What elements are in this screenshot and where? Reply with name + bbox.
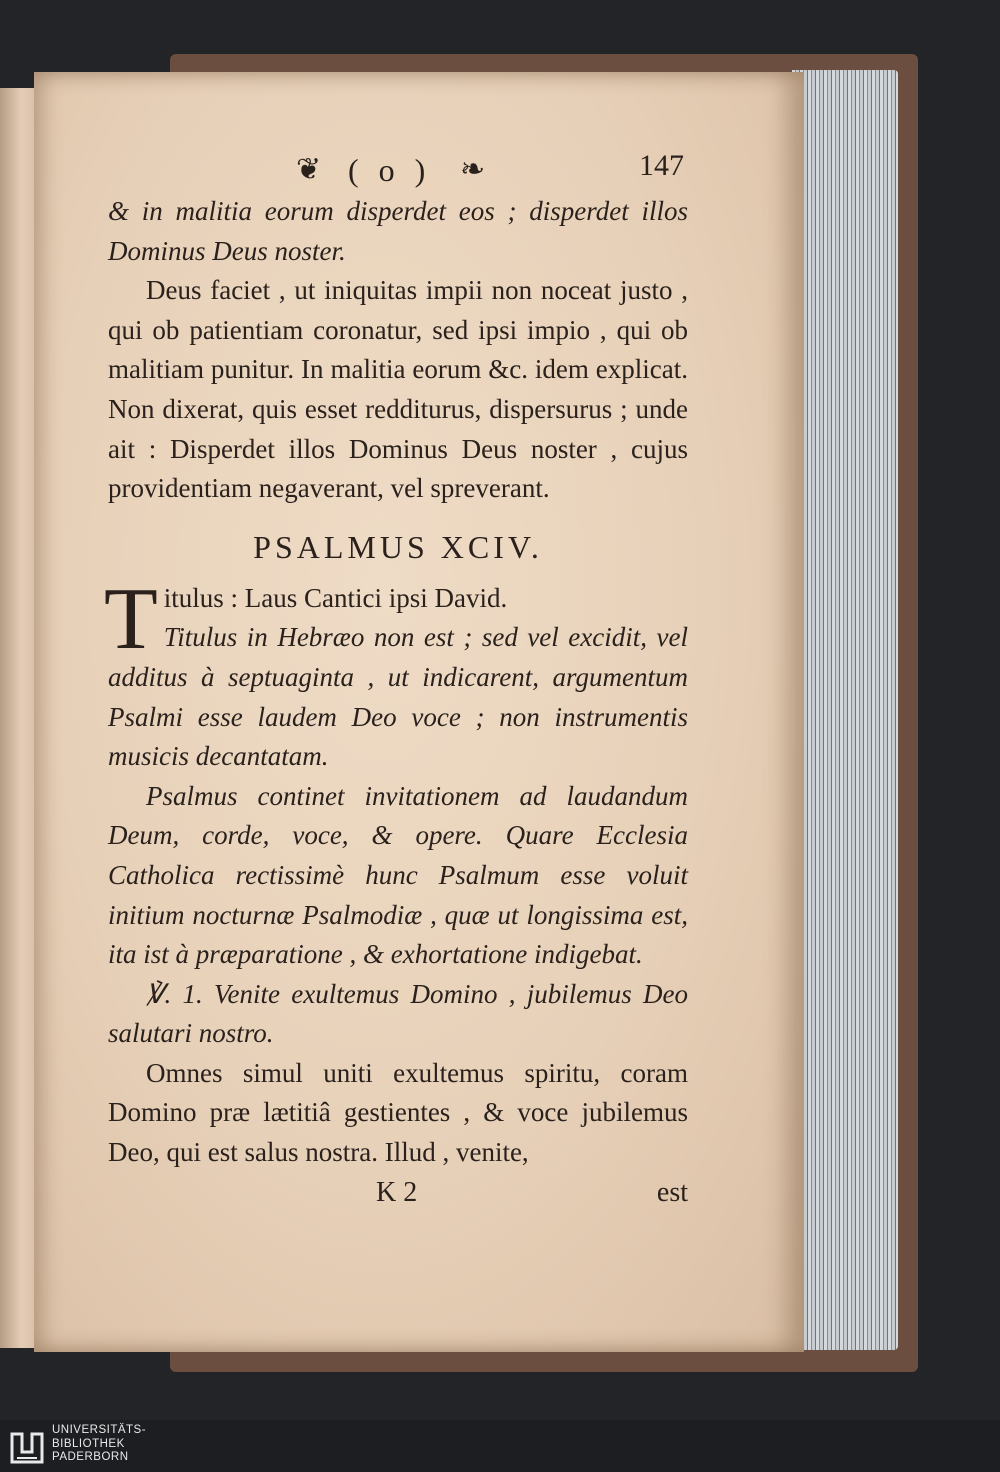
- library-logo-icon: [8, 1428, 46, 1466]
- psalm-title: PSALMUS XCIV.: [253, 528, 543, 565]
- left-page-edge: [0, 88, 38, 1348]
- institution-name: [52, 1424, 146, 1465]
- paragraph-5: Omnes simul uniti exultemus spiritu, coram Domino præ lætitiâ gestientes , & voce jubilemus Deo, qui est salus nostra. Illud , venite,: [108, 1057, 688, 1168]
- titulus-block: [104, 570, 688, 777]
- drop-capital: T: [104, 570, 158, 668]
- verse-1: ℣. 1. Venite exultemus Domino , jubilemus Deo salutari nostro.: [108, 978, 688, 1049]
- page-text: [104, 148, 688, 1213]
- page-edges: [792, 70, 898, 1350]
- titulus-line: itulus : Laus Cantici ipsi David.: [163, 582, 508, 613]
- page-number: 147: [639, 149, 684, 182]
- page-footer: [108, 1173, 688, 1213]
- signature-mark: K 2: [376, 1176, 418, 1208]
- ornament-left-icon: ❦: [296, 153, 322, 186]
- ornament-right-icon: ❧: [460, 153, 486, 186]
- folio-mark: ( o ): [348, 152, 432, 188]
- paragraph-3: Titulus in Hebræo non est ; sed vel excidit, vel additus à septuaginta , ut indicarent, argumentum Psalmi esse laudem Deo voce ; non instrumentis musicis decantatam.: [108, 622, 688, 772]
- institution-line-3: PADERBORN: [52, 1451, 129, 1463]
- running-header: [108, 148, 688, 192]
- catchword: est: [656, 1176, 688, 1208]
- paragraph-1: & in malitia eorum disperdet eos ; disperdet illos Dominus Deus noster.: [108, 196, 688, 266]
- institution-line-1: UNIVERSITÄTS-: [52, 1424, 147, 1436]
- paragraph-4: Psalmus continet invitationem ad laudandum Deum, corde, voce, & opere. Quare Ecclesia Catholica rectissimè hunc Psalmum esse voluit initium nocturnæ Psalmodiæ , quæ ut longissima est, ita ist à præparatione , & exhortatione indigebat.: [108, 780, 688, 970]
- institution-strip: [0, 1420, 1000, 1472]
- institution-line-2: BIBLIOTHEK: [52, 1437, 125, 1450]
- paragraph-2: Deus faciet , ut iniquitas impii non noceat justo , qui ob patientiam coronatur, sed ipsi impio , qui ob malitiam punitur. In malitia eorum &c. idem explicat. Non dixerat, quis esset redditurus, dispersurus ; unde ait : Disperdet illos Dominus Deus noster , cujus providentiam negaverant, vel spreverant.: [108, 275, 688, 504]
